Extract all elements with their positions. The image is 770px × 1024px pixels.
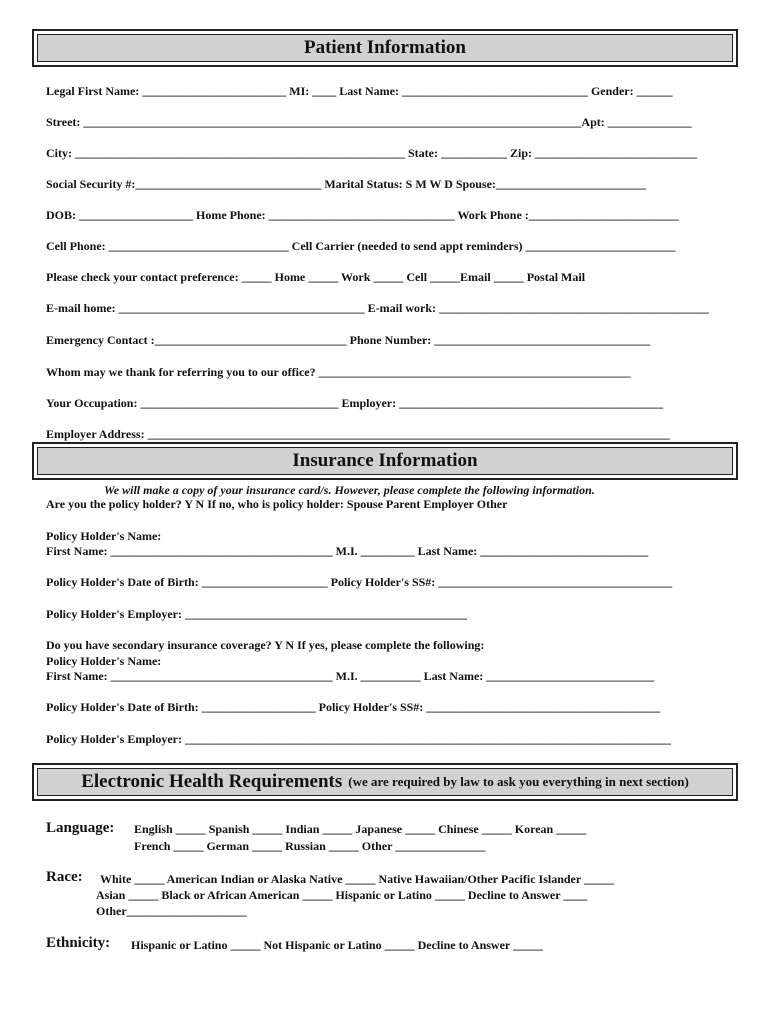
secondary-policy-holder-name-label: Policy Holder's Name: xyxy=(46,654,162,668)
contact-preference-line[interactable]: Please check your contact preference: _____ Home _____ Work _____ Cell _____Email _____ Postal Mail xyxy=(46,270,586,284)
race-row xyxy=(46,869,83,886)
language-options-line1[interactable]: English _____ Spanish _____ Indian _____ Japanese _____ Chinese _____ Korean _____ xyxy=(134,822,587,836)
ssn-marital-line[interactable]: Social Security #:_______________________________ Marital Status: S M W D Spouse:_________________________ xyxy=(46,177,646,191)
insurance-info-banner xyxy=(32,442,738,480)
policy-holder-employer-line[interactable]: Policy Holder's Employer: _______________________________________________ xyxy=(46,607,467,621)
street-line[interactable]: Street: ___________________________________________________________________________________Apt: ______________ xyxy=(46,115,692,129)
patient-info-title: Patient Information xyxy=(303,37,466,58)
language-options-line2[interactable]: French _____ German _____ Russian _____ Other _______________ xyxy=(134,839,486,853)
race-label: Race: xyxy=(46,869,83,885)
cell-phone-line[interactable]: Cell Phone: ______________________________ Cell Carrier (needed to send appt reminders) _________________________ xyxy=(46,239,676,253)
insurance-note: We will make a copy of your insurance card/s. However, please complete the following information. xyxy=(104,483,595,497)
referral-line[interactable]: Whom may we thank for referring you to our office? ____________________________________________________ xyxy=(46,365,631,379)
policy-holder-name-label: Policy Holder's Name: xyxy=(46,529,162,543)
secondary-first-name-line[interactable]: First Name: _____________________________________ M.I. __________ Last Name: ____________________________ xyxy=(46,669,655,683)
ehr-title: Electronic Health Requirements xyxy=(81,771,343,792)
secondary-employer-line[interactable]: Policy Holder's Employer: _________________________________________________________________________________ xyxy=(46,732,671,746)
policy-holder-dob-line[interactable]: Policy Holder's Date of Birth: _____________________ Policy Holder's SS#: _______________________________________ xyxy=(46,575,673,589)
employer-address-line[interactable]: Employer Address: _______________________________________________________________________________________ xyxy=(46,427,670,441)
ehr-banner xyxy=(32,763,738,801)
ethnicity-row xyxy=(46,935,110,952)
language-label: Language: xyxy=(46,820,115,836)
insurance-info-title: Insurance Information xyxy=(292,450,478,471)
email-line[interactable]: E-mail home: _________________________________________ E-mail work: _____________________________________________ xyxy=(46,301,709,315)
patient-info-banner xyxy=(32,29,738,67)
policy-holder-question[interactable]: Are you the policy holder? Y N If no, who is policy holder: Spouse Parent Employer Other xyxy=(46,497,508,511)
ethnicity-options-line[interactable]: Hispanic or Latino _____ Not Hispanic or Latino _____ Decline to Answer _____ xyxy=(131,938,544,952)
language-row xyxy=(46,820,114,837)
race-options-line1[interactable]: White _____ American Indian or Alaska Native _____ Native Hawaiian/Other Pacific Islander _____ xyxy=(100,872,614,886)
race-other-line[interactable]: Other____________________ xyxy=(96,904,247,918)
city-line[interactable]: City: _______________________________________________________ State: ___________ Zip: ___________________________ xyxy=(46,146,697,160)
secondary-insurance-question[interactable]: Do you have secondary insurance coverage? Y N If yes, please complete the following: xyxy=(46,638,485,652)
ethnicity-label: Ethnicity: xyxy=(46,935,111,951)
policy-holder-first-name-line[interactable]: First Name: _____________________________________ M.I. _________ Last Name: ____________________________ xyxy=(46,544,649,558)
race-options-line2[interactable]: Asian _____ Black or African American _____ Hispanic or Latino _____ Decline to Answer ____ xyxy=(96,888,588,902)
secondary-dob-line[interactable]: Policy Holder's Date of Birth: ___________________ Policy Holder's SS#: _______________________________________ xyxy=(46,700,661,714)
emergency-contact-line[interactable]: Emergency Contact :________________________________ Phone Number: ____________________________________ xyxy=(46,333,651,347)
ehr-subtitle: (we are required by law to ask you everything in next section) xyxy=(348,774,689,789)
occupation-line[interactable]: Your Occupation: _________________________________ Employer: ____________________________________________ xyxy=(46,396,664,410)
dob-phone-line[interactable]: DOB: ___________________ Home Phone: _______________________________ Work Phone :_________________________ xyxy=(46,208,679,222)
legal-name-line[interactable]: Legal First Name: ________________________ MI: ____ Last Name: _______________________________ Gender: ______ xyxy=(46,84,673,98)
